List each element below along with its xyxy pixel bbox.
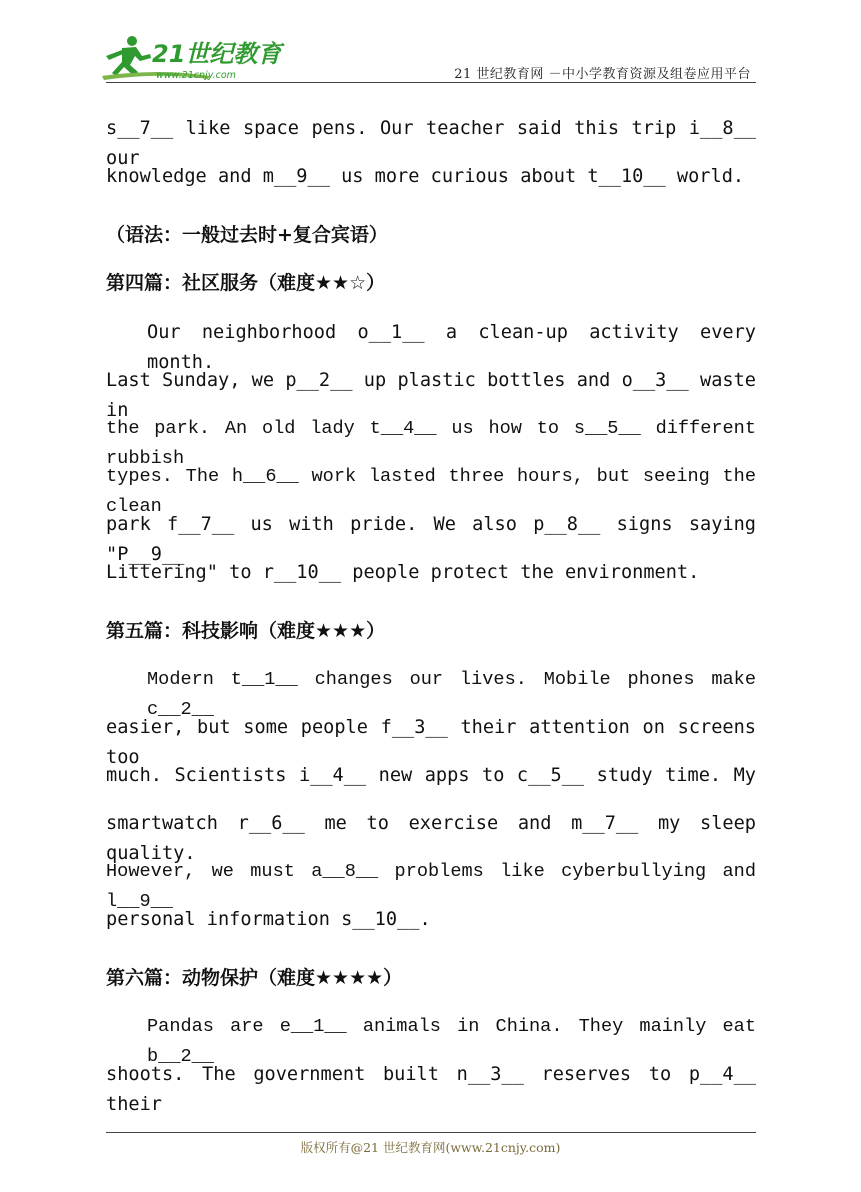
grammar-note: （语法：一般过去时+复合宾语） [106, 224, 388, 246]
site-logo [100, 32, 290, 84]
footer-copyright: 版权所有@21 世纪教育网(www.21cnjy.com) [300, 1140, 561, 1155]
passage3-line: s__7__ like space pens. Our teacher said this trip i__8__ our [106, 118, 756, 169]
passage4-line: Littering" to r__10__ people protect the environment. [106, 562, 700, 583]
passage4-line: types. The h__6__ work lasted three hours, but seeing the clean [106, 466, 756, 517]
passage3-line: knowledge and m__9__ us more curious about t__10__ world. [106, 166, 745, 187]
passage5-line: However, we must a__8__ problems like cyberbullying and l__9__ [106, 861, 756, 912]
passage6-title: 第六篇：动物保护（难度★★★★） [106, 967, 403, 989]
passage6-line: Pandas are e__1__ animals in China. They mainly eat b__2__ [147, 1016, 756, 1067]
runner-icon [106, 36, 151, 76]
logo-text: 21世纪教育 [152, 40, 282, 68]
passage5-line: much. Scientists i__4__ new apps to c__5__ study time. My [106, 765, 756, 786]
passage5-line: personal information s__10__. [106, 909, 431, 930]
passage4-line: Last Sunday, we p__2__ up plastic bottles and o__3__ waste in [106, 370, 756, 421]
passage5-line: Modern t__1__ changes our lives. Mobile phones make c__2__ [147, 669, 756, 720]
footer-divider [106, 1132, 756, 1133]
passage5-title: 第五篇：科技影响（难度★★★） [106, 620, 386, 642]
header-divider [106, 82, 756, 83]
passage4-title: 第四篇：社区服务（难度★★☆） [106, 272, 386, 294]
logo-url-text: www.21cnjy.com [156, 70, 236, 81]
passage5-line: smartwatch r__6__ me to exercise and m__7__ my sleep quality. [106, 813, 756, 864]
page-header [0, 0, 861, 90]
passage4-line: Our neighborhood o__1__ a clean-up activity every month. [147, 322, 756, 373]
passage4-line: the park. An old lady t__4__ us how to s__5__ different rubbish [106, 418, 756, 469]
passage6-line: shoots. The government built n__3__ reserves to p__4__ their [106, 1064, 756, 1115]
passage4-line: park f__7__ us with pride. We also p__8__ signs saying "P__9__ [106, 514, 756, 565]
passage5-line: easier, but some people f__3__ their attention on screens too [106, 717, 756, 768]
site-tagline: 21 世纪教育网 －中小学教育资源及组卷应用平台 [454, 67, 751, 82]
